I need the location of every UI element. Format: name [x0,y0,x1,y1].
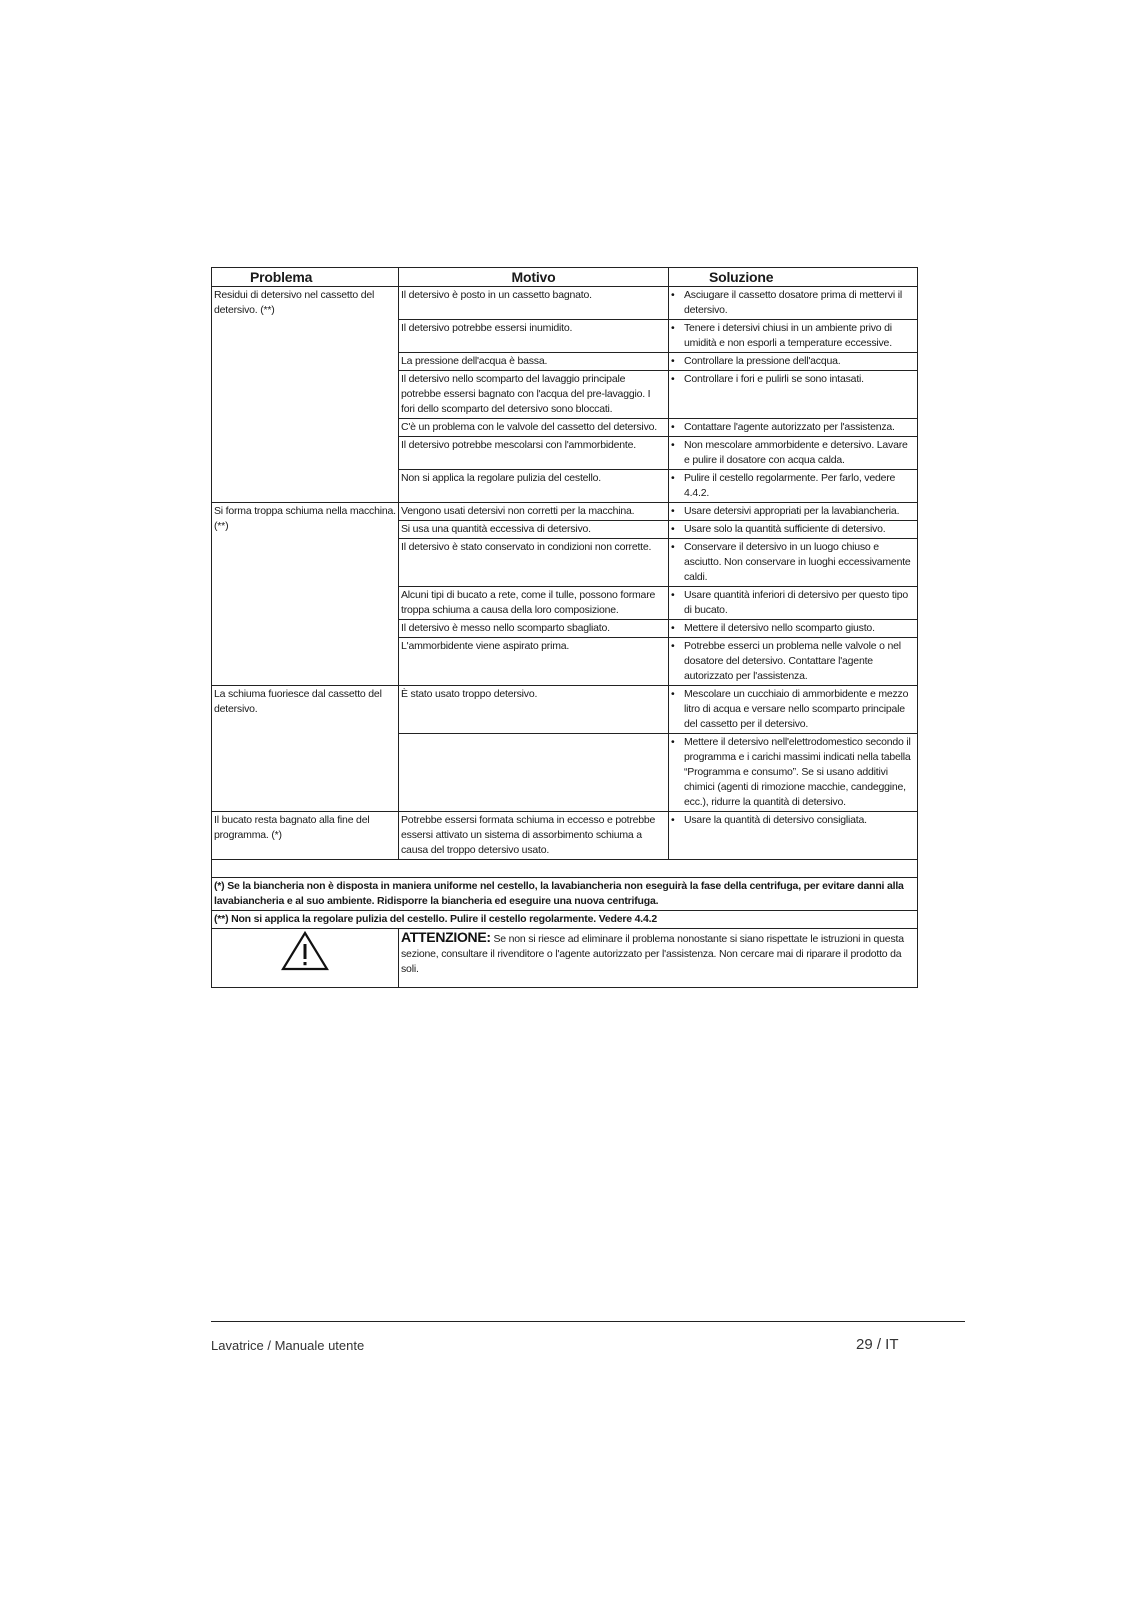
bullet-icon: • [671,421,675,433]
bullet-icon: • [671,373,675,385]
solution-item [671,540,915,585]
solution-cell [669,437,918,470]
bullet-icon: • [671,439,675,451]
reason-cell: Il detersivo è messo nello scomparto sbagliato. [399,620,669,638]
reason-cell: Il detersivo è stato conservato in condizioni non corrette. [399,539,669,587]
solution-cell [669,419,918,437]
table-header-row [212,268,918,287]
solution-text: Conservare il detersivo in un luogo chiuso e asciutto. Non conservare in luoghi eccessivamente caldi. [684,541,911,583]
solution-cell [669,521,918,539]
table-row [212,686,918,734]
note-row [212,911,918,929]
reason-cell: Il detersivo potrebbe essersi inumidito. [399,320,669,353]
bullet-icon: • [671,688,675,700]
problem-cell: Il bucato resta bagnato alla fine del programma. (*) [212,812,399,860]
header-reason: Motivo [399,268,669,287]
reason-cell: C'è un problema con le valvole del cassetto del detersivo. [399,419,669,437]
solution-text: Mescolare un cucchiaio di ammorbidente e mezzo litro di acqua e versare nello scomparto principale del cassetto per il detersivo. [684,688,909,730]
reason-cell: Non si applica la regolare pulizia del cestello. [399,470,669,503]
troubleshooting-table [211,267,918,988]
solution-item [671,372,915,387]
reason-cell [399,734,669,812]
table-notes [212,860,918,988]
solution-cell [669,812,918,860]
solution-cell [669,371,918,419]
table-body [212,287,918,860]
note-row [212,878,918,911]
bullet-icon: • [671,355,675,367]
bullet-icon: • [671,472,675,484]
solution-text: Controllare la pressione dell'acqua. [684,355,841,367]
solution-cell [669,539,918,587]
solution-cell [669,470,918,503]
warning-text-cell [399,929,918,988]
reason-cell: Alcuni tipi di bucato a rete, come il tulle, possono formare troppa schiuma a causa della loro composizione. [399,587,669,620]
solution-text: Mettere il detersivo nell'elettrodomestico secondo il programma e i carichi massimi indicati nella tabella “Programma e consumo”. Se si usano additivi chimici (agenti di rimozione macchie, candeggine, ecc.), ridurre la quantità di detersivo. [684,736,911,808]
bullet-icon: • [671,589,675,601]
solution-cell [669,620,918,638]
solution-cell [669,287,918,320]
solution-cell [669,734,918,812]
solution-item [671,621,915,636]
bullet-icon: • [671,814,675,826]
problem-cell: La schiuma fuoriesce dal cassetto del detersivo. [212,686,399,812]
bullet-icon: • [671,505,675,517]
solution-item [671,735,915,810]
footer-page-number: 29 / IT [856,1336,899,1353]
reason-cell: Si usa una quantità eccessiva di detersivo. [399,521,669,539]
solution-text: Controllare i fori e pulirli se sono intasati. [684,373,864,385]
solution-text: Usare solo la quantità sufficiente di detersivo. [684,523,886,535]
footer-divider [211,1321,965,1322]
bullet-icon: • [671,541,675,553]
solution-text: Usare detersivi appropriati per la lavabiancheria. [684,505,900,517]
solution-text: Usare quantità inferiori di detersivo per questo tipo di bucato. [684,589,909,616]
solution-cell [669,353,918,371]
note-single-asterisk: (*) Se la biancheria non è disposta in maniera uniforme nel cestello, la lavabiancheria non eseguirà la fase della centrifuga, per evitare danni alla lavabiancheria e al suo ambiente. Ridisporre la biancheria ed eseguire una nuova centrifuga. [212,878,918,911]
reason-cell: Il detersivo è posto in un cassetto bagnato. [399,287,669,320]
solution-text: Potrebbe esserci un problema nelle valvole o nel dosatore del detersivo. Contattare l'agente autorizzato per l'assistenza. [684,640,901,682]
solution-text: Usare la quantità di detersivo consigliata. [684,814,867,826]
solution-cell [669,686,918,734]
bullet-icon: • [671,289,675,301]
problem-cell: Si forma troppa schiuma nella macchina. (**) [212,503,399,686]
bullet-icon: • [671,322,675,334]
solution-cell [669,503,918,521]
note-double-asterisk: (**) Non si applica la regolare pulizia del cestello. Pulire il cestello regolarmente. Vedere 4.4.2 [212,911,918,929]
reason-cell: Vengono usati detersivi non corretti per la macchina. [399,503,669,521]
solution-item [671,438,915,468]
problem-cell: Residui di detersivo nel cassetto del detersivo. (**) [212,287,399,503]
solution-text: Asciugare il cassetto dosatore prima di mettervi il detersivo. [684,289,902,316]
bullet-icon: • [671,640,675,652]
solution-item [671,504,915,519]
solution-item [671,471,915,501]
reason-cell: È stato usato troppo detersivo. [399,686,669,734]
spacer-cell [212,860,918,878]
solution-item [671,321,915,351]
table-row [212,503,918,521]
solution-item [671,639,915,684]
solution-item [671,522,915,537]
solution-item [671,354,915,369]
solution-item [671,588,915,618]
solution-cell [669,638,918,686]
solution-text: Mettere il detersivo nello scomparto giusto. [684,622,875,634]
spacer-row [212,860,918,878]
reason-cell: L'ammorbidente viene aspirato prima. [399,638,669,686]
warning-triangle-icon [280,963,330,975]
warning-icon-cell [212,929,399,988]
solution-text: Tenere i detersivi chiusi in un ambiente privo di umidità e non esporli a temperature eccessive. [684,322,892,349]
reason-cell: Potrebbe essersi formata schiuma in eccesso e potrebbe essersi attivato un sistema di assorbimento schiuma a causa del troppo detersivo usato. [399,812,669,860]
reason-cell: Il detersivo potrebbe mescolarsi con l'ammorbidente. [399,437,669,470]
header-problem: Problema [212,268,399,287]
solution-text: Pulire il cestello regolarmente. Per farlo, vedere 4.4.2. [684,472,896,499]
warning-title: ATTENZIONE: [401,929,491,945]
solution-item [671,288,915,318]
footer-manual-title: Lavatrice / Manuale utente [211,1338,365,1353]
bullet-icon: • [671,622,675,634]
reason-cell: La pressione dell'acqua è bassa. [399,353,669,371]
bullet-icon: • [671,523,675,535]
table-row [212,812,918,860]
solution-item [671,687,915,732]
table-row [212,287,918,320]
solution-item [671,813,915,828]
solution-cell [669,587,918,620]
bullet-icon: • [671,736,675,748]
warning-text: Se non si riesce ad eliminare il problema nonostante si siano rispettate le istruzioni in questa sezione, consultare il rivenditore o l'agente autorizzato per l'assistenza. Non cercare mai di riparare il prodotto da soli. [401,933,904,975]
header-solution: Soluzione [669,268,918,287]
solution-cell [669,320,918,353]
solution-text: Non mescolare ammorbidente e detersivo. Lavare e pulire il dosatore con acqua calda. [684,439,908,466]
reason-cell: Il detersivo nello scomparto del lavaggio principale potrebbe essersi bagnato con l'acqua del pre-lavaggio. I fori dello scomparto del detersivo sono bloccati. [399,371,669,419]
solution-text: Contattare l'agente autorizzato per l'assistenza. [684,421,895,433]
solution-item [671,420,915,435]
warning-row [212,929,918,988]
